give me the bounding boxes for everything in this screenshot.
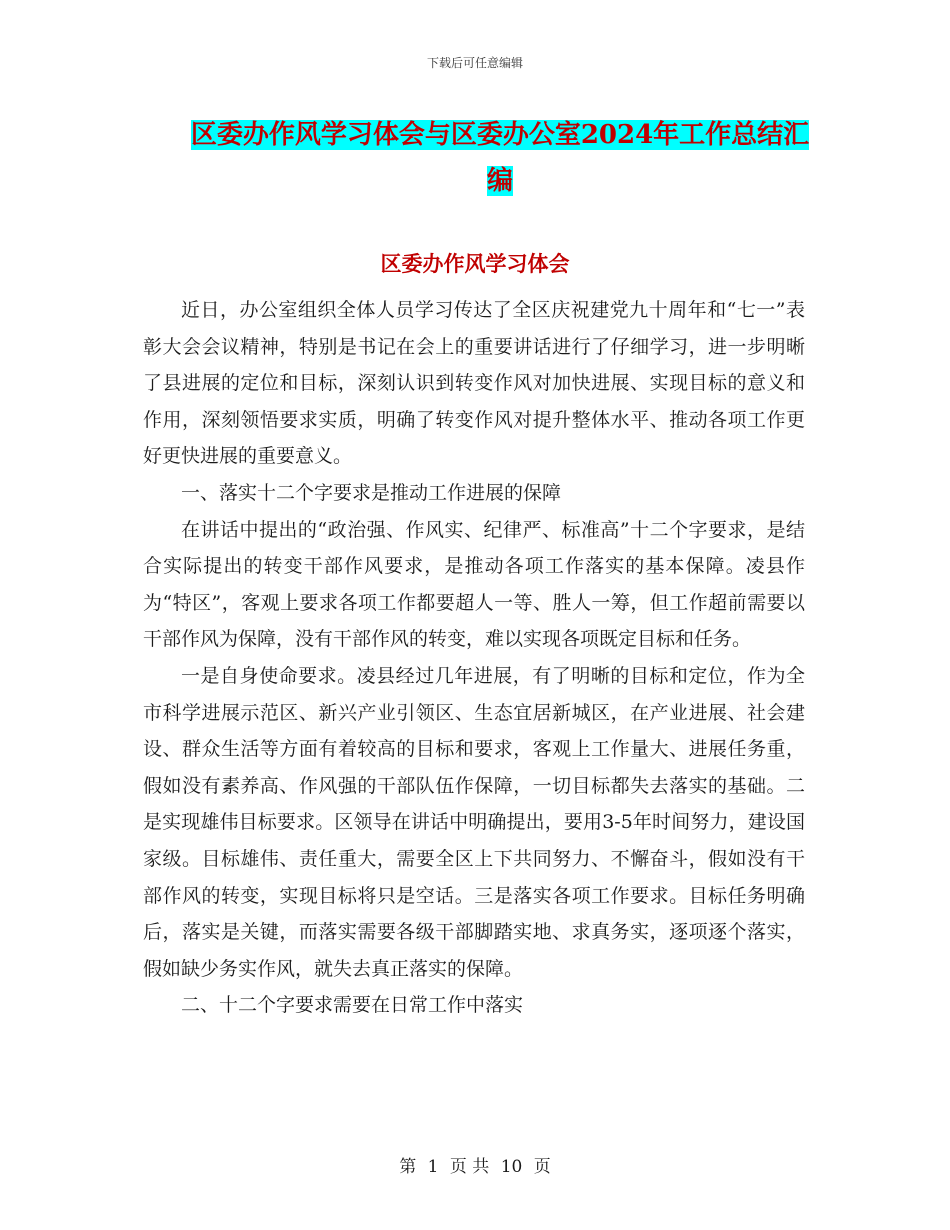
total-pages: 10 xyxy=(500,1157,523,1177)
paragraph: 一是自身使命要求。凌县经过几年进展，有了明晰的目标和定位，作为全市科学进展示范区、新兴产业引领区、生态宜居新城区，在产业进展、社会建设、群众生活等方面有着较高的目标和要求，客观上工作量大、进展任务重，假如没有素养高、作风强的干部队伍作保障，一切目标都失去落实的基础。二是实现雄伟目标要求。区领导在讲话中明确提出，要用3-5年时间努力，建设国家级。目标雄伟、责任重大，需要全区上下共同努力、不懈奋斗，假如没有干部作风的转变，实现目标将只是空话。三是落实各项工作要求。目标任务明确后，落实是关键，而落实需要各级干部脚踏实地、求真务实，逐项逐个落实，假如缺少务实作风，就失去真正落实的保障。 xyxy=(143,664,805,980)
document-title xyxy=(180,112,820,204)
footer-mid: 页 共 xyxy=(449,1157,490,1177)
page-footer xyxy=(0,1152,950,1177)
paragraph: 一、落实十二个字要求是推动工作进展的保障 xyxy=(181,481,562,504)
document-title-line-1: 区委办作风学习体会与区委办公室2024年工作总结汇 xyxy=(190,120,810,150)
document-title-line-2: 编 xyxy=(486,166,513,196)
body-text xyxy=(143,292,805,1024)
paragraph: 在讲话中提出的“政治强、作风实、纪律严、标准高”十二个字要求，是结合实际提出的转变干部作风要求，是推动各项工作落实的基本保障。凌县作为“特区”，客观上要求各项工作都要超人一等、胜人一筹，但工作超前需要以干部作风为保障，没有干部作风的转变，难以实现各项既定目标和任务。 xyxy=(143,518,805,651)
header-note: 下载后可任意编辑 xyxy=(426,56,523,70)
paragraph: 二、十二个字要求需要在日常工作中落实 xyxy=(181,994,524,1017)
section-heading: 区委办作风学习体会 xyxy=(380,251,570,276)
footer-suffix: 页 xyxy=(533,1157,551,1177)
footer-prefix: 第 xyxy=(399,1157,417,1177)
current-page-number: 1 xyxy=(427,1157,439,1177)
paragraph: 近日，办公室组织全体人员学习传达了全区庆祝建党九十周年和“七一”表彰大会会议精神，特别是书记在会上的重要讲话进行了仔细学习，进一步明晰了县进展的定位和目标，深刻认识到转变作风对加快进展、实现目标的意义和作用，深刻领悟要求实质，明确了转变作风对提升整体水平、推动各项工作更好更快进展的重要意义。 xyxy=(143,299,805,468)
